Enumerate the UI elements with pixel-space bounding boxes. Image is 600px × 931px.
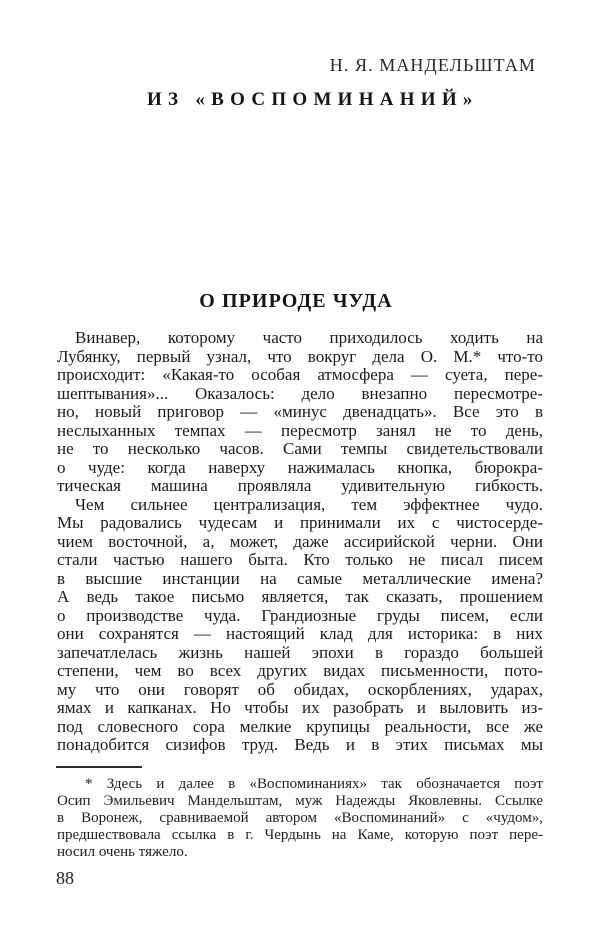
body-line: о производстве чуда. Грандиозные груды писем, если (57, 605, 543, 625)
chapter-heading: О ПРИРОДЕ ЧУДА (199, 290, 393, 312)
body-line: Лубянку, первый узнал, что вокруг дела О. М.* что-то (57, 346, 543, 366)
footnote-divider (56, 766, 142, 768)
body-line: чием восточной, а, может, даже ассирийской черни. Они (57, 531, 543, 551)
footnote-line: носил очень тяжело. (57, 844, 188, 860)
footnote-line: * Здесь и далее в «Воспоминаниях» так обозначается поэт (85, 776, 543, 792)
body-text (57, 329, 543, 755)
footnote (57, 776, 543, 861)
body-line: Чем сильнее централизация, тем эффектнее чудо. (75, 494, 543, 514)
body-line: они сохранятся — настоящий клад для историка: в них (57, 624, 543, 643)
page-number: 88 (56, 868, 74, 888)
footnote-line: предшествовала ссылка в г. Чердынь на Каме, которую поэт пере- (57, 827, 543, 843)
body-line: происходит: «Какая-то особая атмосфера — суета, пере- (57, 365, 543, 384)
body-line: степени, чем во всех других видах письменности, пото- (57, 661, 543, 680)
body-line: Мы радовались чудесам и принимали их с чистосерде- (57, 513, 543, 532)
body-line: о чуде: когда наверху нажималась кнопка, бюрокра- (57, 457, 543, 477)
body-line: запечатлелась жизнь нашей эпохи в гораздо большей (57, 642, 543, 662)
book-title: ИЗ «ВОСПОМИНАНИЙ» (147, 89, 479, 110)
body-line: стали частью нашего быта. Кто только не писал писем (57, 550, 543, 569)
body-line: не то несколько часов. Сами темпы свидетельствовали (57, 439, 543, 458)
body-line: но, новый приговор — «минус двенадцать». Все это в (57, 402, 543, 421)
author-name: Н. Я. МАНДЕЛЬШТАМ (329, 55, 536, 75)
body-line: му что они говорят об обидах, оскорблениях, ударах, (57, 679, 543, 699)
body-line: Винавер, которому часто приходилось ходить на (75, 328, 543, 347)
body-line: шептывания»... Оказалось: дело внезапно пересмотре- (57, 383, 543, 403)
body-line: ямах и капканах. Но чтобы их разобрать и выловить из- (57, 698, 543, 717)
footnote-line: в Воронеж, сравниваемой автором «Воспоминаний» с «чудом», (57, 810, 543, 826)
footnote-line: Осип Эмильевич Мандельштам, муж Надежды Яковлевны. Ссылке (57, 793, 543, 809)
body-line: А ведь такое письмо является, так сказать, прошением (57, 587, 543, 606)
body-line: тическая машина проявляла удивительную гибкость. (57, 476, 543, 495)
body-line: понадобится сизифов труд. Ведь и в этих письмах мы (57, 735, 543, 754)
body-line: в высшие инстанции на самые металлические имена? (57, 568, 543, 588)
body-line: неслыханных темпах — пересмотр занял не то день, (57, 420, 543, 440)
body-line: под словесного сора мелкие крупицы реальности, все же (57, 716, 543, 736)
